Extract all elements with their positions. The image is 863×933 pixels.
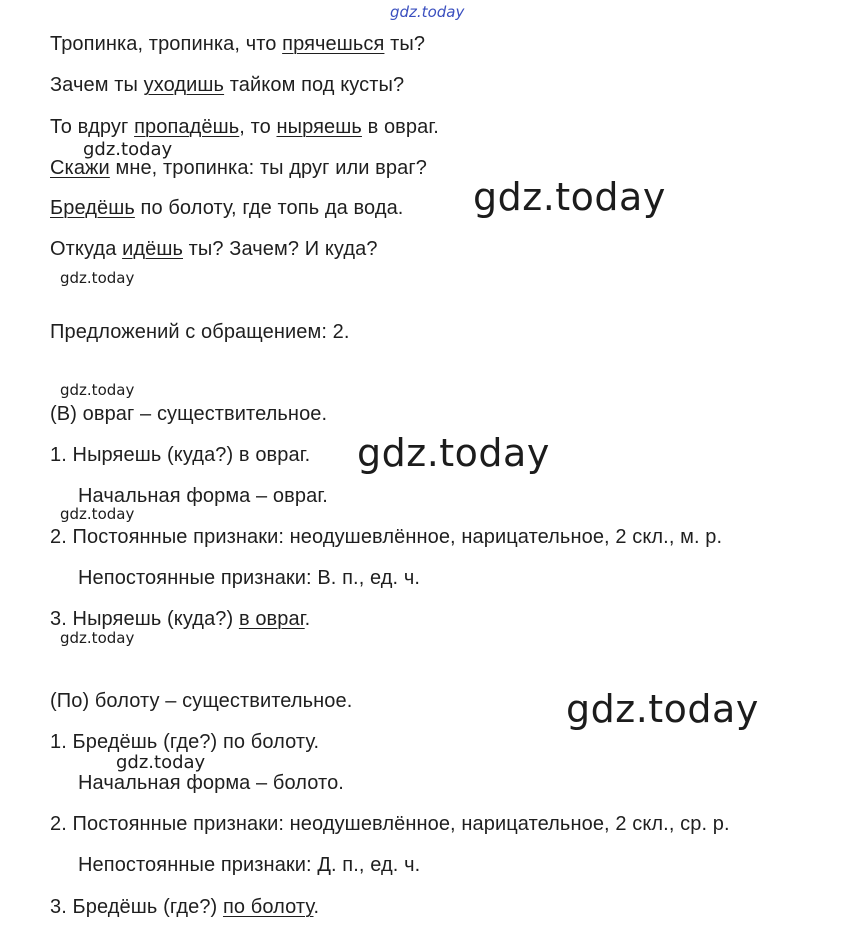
poem-line-6 <box>50 237 378 261</box>
word1-initial-form: Начальная форма – овраг. <box>78 485 328 507</box>
text: То вдруг <box>50 116 135 138</box>
underlined-verb: ныряешь <box>276 116 362 138</box>
poem-line-3 <box>50 115 439 139</box>
text: . <box>313 896 320 918</box>
watermark: gdz.today <box>116 752 206 773</box>
underlined-phrase: по болоту <box>222 896 314 918</box>
watermark: gdz.today <box>390 3 465 21</box>
summary-line: Предложений с обращением: 2. <box>50 321 350 343</box>
word1-heading: (В) овраг – существительное. <box>50 403 328 425</box>
underlined-verb: Скажи <box>50 157 110 179</box>
text: , то <box>239 116 277 138</box>
text: Откуда <box>50 238 123 260</box>
poem-line-1 <box>50 32 425 56</box>
watermark: gdz.today <box>566 687 759 731</box>
word2-initial-form: Начальная форма – болото. <box>78 772 344 794</box>
word1-point1: 1. Ныряешь (куда?) в овраг. <box>50 444 311 466</box>
watermark: gdz.today <box>60 269 135 287</box>
word2-variable-features: Непостоянные признаки: Д. п., ед. ч. <box>78 854 421 876</box>
word2-point2: 2. Постоянные признаки: неодушевлённое, нарицательное, 2 скл., ср. р. <box>50 813 730 835</box>
word1-variable-features: Непостоянные признаки: В. п., ед. ч. <box>78 567 421 589</box>
word1-point2: 2. Постоянные признаки: неодушевлённое, нарицательное, 2 скл., м. р. <box>50 526 723 548</box>
text: Тропинка, тропинка, что <box>50 33 283 55</box>
watermark: gdz.today <box>357 431 550 475</box>
text: тайком под кусты? <box>224 74 405 96</box>
watermark: gdz.today <box>60 629 135 647</box>
text: . <box>304 608 311 630</box>
underlined-verb: Бредёшь <box>50 197 135 219</box>
underlined-verb: идёшь <box>122 238 184 260</box>
word2-heading: (По) болоту – существительное. <box>50 690 353 712</box>
text: 3. Ныряешь (куда?) <box>50 608 239 630</box>
watermark: gdz.today <box>83 139 173 160</box>
underlined-phrase: в овраг <box>238 608 305 630</box>
text: мне, тропинка: ты друг или враг? <box>109 157 427 179</box>
word2-point1: 1. Бредёшь (где?) по болоту. <box>50 731 320 753</box>
word1-point3 <box>50 607 310 631</box>
text: в овраг. <box>361 116 439 138</box>
text: ты? Зачем? И куда? <box>183 238 378 260</box>
underlined-verb: уходишь <box>143 74 225 96</box>
poem-line-2 <box>50 73 404 97</box>
underlined-verb: пропадёшь <box>134 116 240 138</box>
watermark: gdz.today <box>60 381 135 399</box>
text: 3. Бредёшь (где?) <box>50 896 223 918</box>
word2-point3 <box>50 895 319 919</box>
text: по болоту, где топь да вода. <box>134 197 404 219</box>
watermark: gdz.today <box>473 175 666 219</box>
text: ты? <box>384 33 426 55</box>
watermark: gdz.today <box>60 505 135 523</box>
text: Зачем ты <box>50 74 144 96</box>
poem-line-5 <box>50 196 403 220</box>
underlined-verb: прячешься <box>282 33 385 55</box>
